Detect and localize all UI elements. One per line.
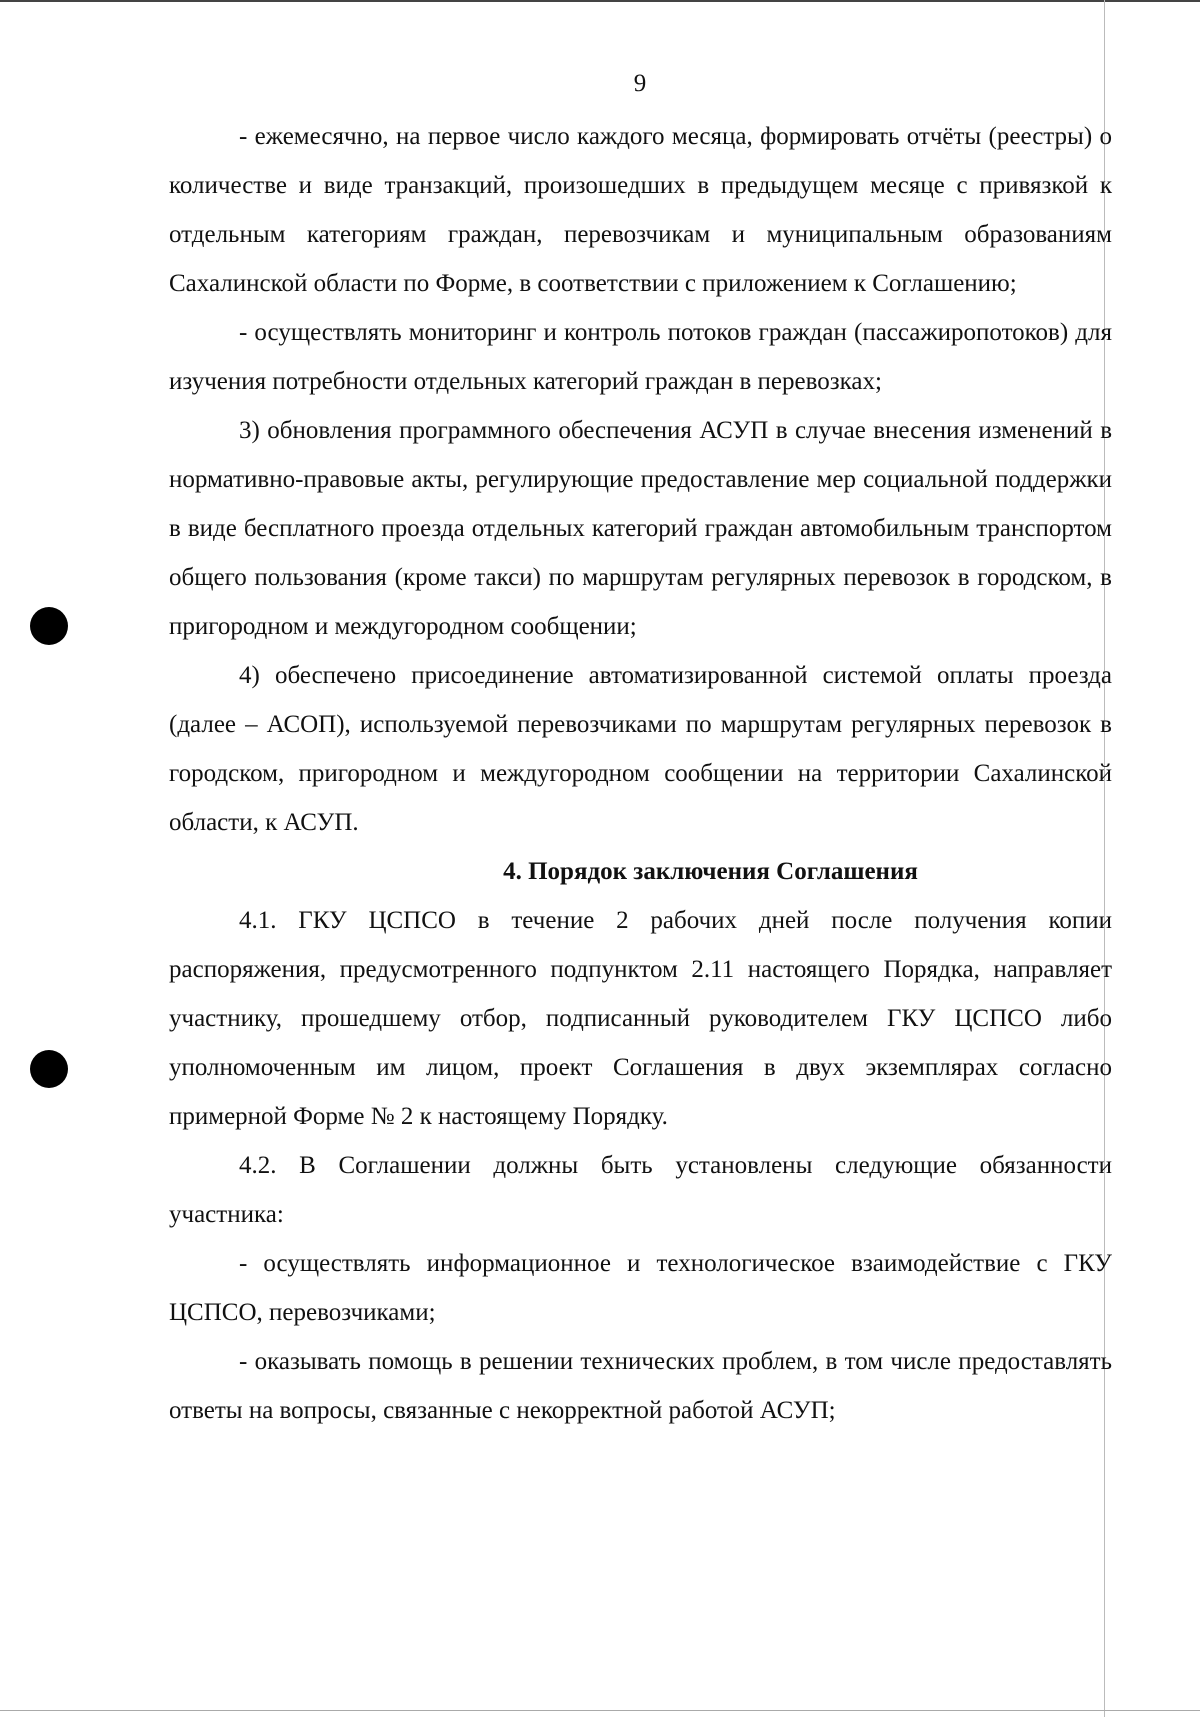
paragraph-technical-help: - оказывать помощь в решении технических проблем, в том числе предоставлять ответы на вопросы, связанные с некорректной работой АСУП;	[169, 1348, 1112, 1424]
paragraph-4-2: 4.2. В Соглашении должны быть установлены следующие обязанности участника:	[169, 1152, 1112, 1228]
punch-hole-top	[30, 607, 68, 645]
paragraph-monthly-reports: - ежемесячно, на первое число каждого месяца, формировать отчёты (реестры) о количестве и виде транзакций, произошедших в предыдущем месяце с привязкой к отдельным категориям граждан, перевозчикам и муниципальным образованиям Сахалинской области по Форме, в соответствии с приложением к Соглашению;	[169, 123, 1112, 297]
paragraph-asop-connection: 4) обеспечено присоединение автоматизированной системой оплаты проезда (далее – АСОП), используемой перевозчиками по маршрутам регулярных перевозок в городском, пригородном и междугородном сообщении на территории Сахалинской области, к АСУП.	[169, 662, 1112, 836]
paragraph-software-update: 3) обновления программного обеспечения АСУП в случае внесения изменений в нормативно-правовые акты, регулирующие предоставление мер социальной поддержки в виде бесплатного проезда отдельных категорий граждан автомобильным транспортом общего пользования (кроме такси) по маршрутам регулярных перевозок в городском, в пригородном и междугородном сообщении;	[169, 417, 1112, 640]
document-body	[169, 112, 1112, 1435]
paragraph-monitoring: - осуществлять мониторинг и контроль потоков граждан (пассажиропотоков) для изучения потребности отдельных категорий граждан в перевозках;	[169, 319, 1112, 395]
section-heading: 4. Порядок заключения Соглашения	[503, 858, 918, 885]
page-number: 9	[633, 70, 647, 97]
paragraph-interaction: - осуществлять информационное и технологическое взаимодействие с ГКУ ЦСПСО, перевозчиками;	[169, 1250, 1112, 1326]
scan-edge-bottom	[0, 1710, 1200, 1711]
paragraph-4-1: 4.1. ГКУ ЦСПСО в течение 2 рабочих дней после получения копии распоряжения, предусмотренного подпунктом 2.11 настоящего Порядка, направляет участнику, прошедшему отбор, подписанный руководителем ГКУ ЦСПСО либо уполномоченным им лицом, проект Соглашения в двух экземплярах согласно примерной Форме № 2 к настоящему Порядку.	[169, 907, 1112, 1130]
scan-edge-top	[0, 0, 1200, 2]
punch-hole-bottom	[30, 1050, 68, 1088]
